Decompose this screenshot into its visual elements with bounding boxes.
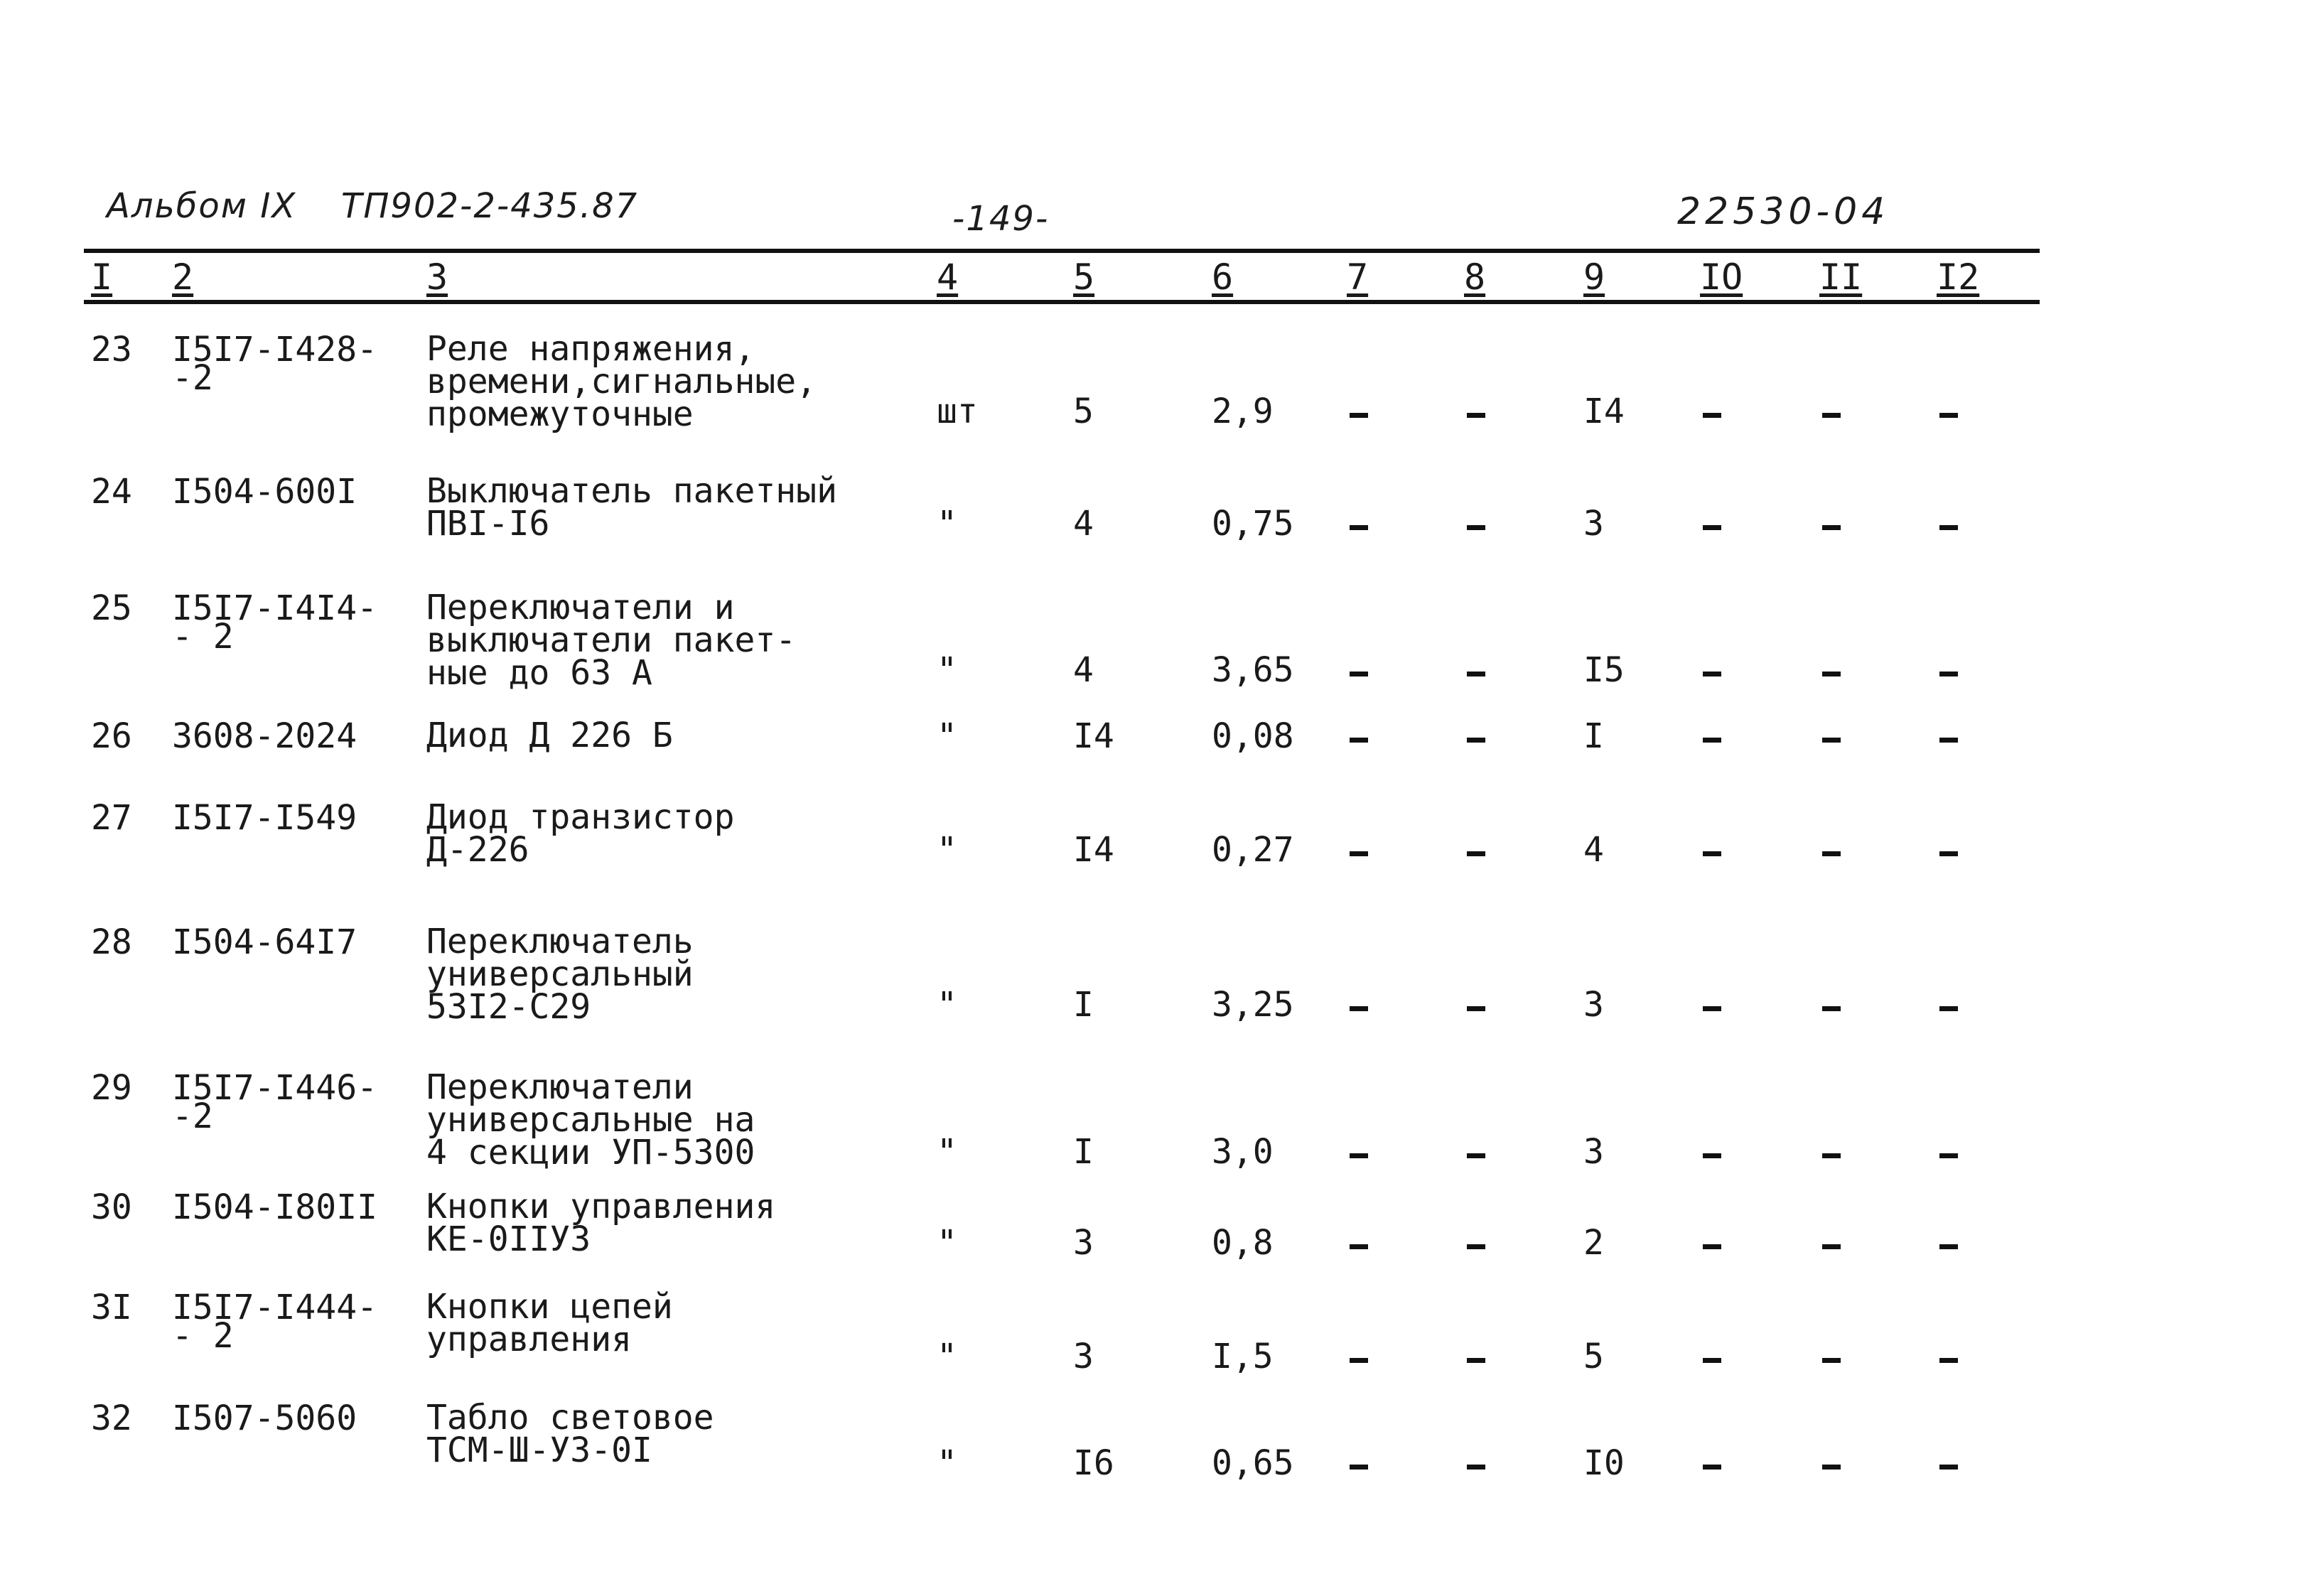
item-description: Диод транзистор Д-226	[426, 797, 735, 870]
column-header-2: 2	[172, 257, 194, 298]
catalog-code: -2	[172, 358, 213, 398]
unit: шт	[937, 392, 978, 431]
catalog-code: I504-I80II	[172, 1187, 377, 1227]
quantity: I4	[1073, 716, 1114, 756]
empty-dash	[1350, 738, 1368, 743]
empty-dash	[1822, 672, 1841, 676]
item-description: Кнопки цепей управления	[426, 1287, 673, 1359]
empty-dash	[1467, 1153, 1485, 1158]
catalog-code: 3608-2024	[172, 716, 357, 756]
value-col-6: 2,9	[1212, 392, 1274, 431]
unit: "	[937, 985, 957, 1025]
row-number: 26	[91, 716, 132, 756]
empty-dash	[1822, 1153, 1841, 1158]
empty-dash	[1822, 1465, 1841, 1470]
empty-dash	[1822, 1244, 1841, 1249]
column-header-3: 3	[426, 257, 448, 298]
document-number: 22530-04	[1677, 190, 1890, 233]
quantity: 4	[1073, 650, 1094, 690]
row-number: 30	[91, 1187, 132, 1227]
value-col-6: 0,75	[1212, 504, 1294, 544]
value-col-9: 2	[1583, 1223, 1604, 1263]
item-description: Кнопки управления КЕ-0IIУ3	[426, 1187, 776, 1259]
empty-dash	[1467, 525, 1485, 530]
empty-dash	[1350, 851, 1368, 856]
value-col-9: I0	[1583, 1443, 1625, 1483]
empty-dash	[1822, 1358, 1841, 1363]
value-col-6: 0,08	[1212, 716, 1294, 756]
empty-dash	[1939, 851, 1958, 856]
value-col-6: 0,27	[1212, 830, 1294, 870]
row-number: 29	[91, 1068, 132, 1108]
catalog-code: -2	[172, 1096, 213, 1136]
empty-dash	[1939, 1358, 1958, 1363]
item-description: Реле напряжения, времени,сигнальные, промежуточные	[426, 329, 817, 434]
catalog-code: - 2	[172, 1316, 234, 1356]
item-description: Переключатель универсальный 53I2-С29	[426, 922, 694, 1027]
value-col-6: I,5	[1212, 1337, 1274, 1376]
row-number: 32	[91, 1398, 132, 1438]
unit: "	[937, 1223, 957, 1263]
empty-dash	[1822, 851, 1841, 856]
quantity: I	[1073, 985, 1094, 1025]
catalog-code: I504-64I7	[172, 922, 357, 962]
column-header-6: 6	[1212, 257, 1234, 298]
empty-dash	[1939, 1006, 1958, 1011]
empty-dash	[1350, 1153, 1368, 1158]
quantity: I	[1073, 1132, 1094, 1172]
empty-dash	[1350, 1358, 1368, 1363]
catalog-code: I5I7-I446-	[172, 1068, 377, 1108]
empty-dash	[1350, 1244, 1368, 1249]
empty-dash	[1703, 1153, 1721, 1158]
empty-dash	[1703, 525, 1721, 530]
column-header-11: II	[1819, 257, 1863, 298]
empty-dash	[1822, 525, 1841, 530]
empty-dash	[1350, 1465, 1368, 1470]
value-col-6: 0,65	[1212, 1443, 1294, 1483]
empty-dash	[1939, 738, 1958, 743]
empty-dash	[1350, 525, 1368, 530]
empty-dash	[1939, 1244, 1958, 1249]
row-number: 25	[91, 588, 132, 628]
quantity: I4	[1073, 830, 1114, 870]
catalog-code: I5I7-I549	[172, 798, 357, 838]
empty-dash	[1467, 1244, 1485, 1249]
empty-dash	[1703, 1465, 1721, 1470]
quantity: 3	[1073, 1223, 1094, 1263]
row-number: 24	[91, 472, 132, 512]
value-col-9: I4	[1583, 392, 1625, 431]
empty-dash	[1703, 851, 1721, 856]
row-number: 23	[91, 330, 132, 370]
row-number: 27	[91, 798, 132, 838]
unit: "	[937, 716, 957, 756]
catalog-code: I5I7-I444-	[172, 1288, 377, 1327]
item-description: Переключатели и выключатели пакет- ные до 63 А	[426, 588, 797, 693]
column-header-1: I	[91, 257, 113, 298]
empty-dash	[1822, 413, 1841, 418]
item-description: Переключатели универсальные на 4 секции УП-5300	[426, 1067, 755, 1172]
value-col-6: 3,65	[1212, 650, 1294, 690]
column-header-12: I2	[1937, 257, 1980, 298]
empty-dash	[1350, 413, 1368, 418]
quantity: 3	[1073, 1337, 1094, 1376]
value-col-9: 3	[1583, 985, 1604, 1025]
empty-dash	[1467, 851, 1485, 856]
row-number: 3I	[91, 1288, 132, 1327]
empty-dash	[1703, 738, 1721, 743]
value-col-9: 3	[1583, 1132, 1604, 1172]
row-number: 28	[91, 922, 132, 962]
empty-dash	[1467, 413, 1485, 418]
item-description: Выключатель пакетный ПВI-I6	[426, 471, 837, 544]
item-description: Табло световое ТСМ-Ш-У3-0I	[426, 1398, 714, 1470]
empty-dash	[1703, 1006, 1721, 1011]
empty-dash	[1939, 525, 1958, 530]
quantity: I6	[1073, 1443, 1114, 1483]
empty-dash	[1939, 1465, 1958, 1470]
unit: "	[937, 1337, 957, 1376]
empty-dash	[1467, 1358, 1485, 1363]
empty-dash	[1350, 1006, 1368, 1011]
value-col-6: 0,8	[1212, 1223, 1274, 1263]
catalog-code: I5I7-I4I4-	[172, 588, 377, 628]
column-header-10: IO	[1700, 257, 1743, 298]
empty-dash	[1822, 1006, 1841, 1011]
empty-dash	[1822, 738, 1841, 743]
empty-dash	[1467, 1006, 1485, 1011]
quantity: 4	[1073, 504, 1094, 544]
empty-dash	[1939, 672, 1958, 676]
column-header-4: 4	[937, 257, 959, 298]
empty-dash	[1350, 672, 1368, 676]
item-description: Диод Д 226 Б	[426, 716, 673, 755]
unit: "	[937, 650, 957, 690]
empty-dash	[1939, 1153, 1958, 1158]
empty-dash	[1703, 672, 1721, 676]
catalog-code: I504-600I	[172, 472, 357, 512]
empty-dash	[1703, 1244, 1721, 1249]
catalog-code: I507-5060	[172, 1398, 357, 1438]
column-header-9: 9	[1583, 257, 1605, 298]
unit: "	[937, 1132, 957, 1172]
empty-dash	[1703, 1358, 1721, 1363]
column-header-7: 7	[1347, 257, 1369, 298]
unit: "	[937, 830, 957, 870]
album-label: Альбом IX	[107, 186, 297, 226]
empty-dash	[1467, 672, 1485, 676]
empty-dash	[1467, 1465, 1485, 1470]
empty-dash	[1703, 413, 1721, 418]
empty-dash	[1939, 413, 1958, 418]
catalog-code: - 2	[172, 617, 234, 657]
project-code: ТП902-2-435.87	[341, 186, 639, 226]
quantity: 5	[1073, 392, 1094, 431]
value-col-6: 3,25	[1212, 985, 1294, 1025]
empty-dash	[1467, 738, 1485, 743]
catalog-code: I5I7-I428-	[172, 330, 377, 370]
value-col-6: 3,0	[1212, 1132, 1274, 1172]
unit: "	[937, 504, 957, 544]
value-col-9: 3	[1583, 504, 1604, 544]
page-number: -149-	[952, 199, 1050, 239]
value-col-9: 5	[1583, 1337, 1604, 1376]
column-header-8: 8	[1464, 257, 1486, 298]
unit: "	[937, 1443, 957, 1483]
value-col-9: I	[1583, 716, 1604, 756]
value-col-9: 4	[1583, 830, 1604, 870]
value-col-9: I5	[1583, 650, 1625, 690]
column-header-5: 5	[1073, 257, 1095, 298]
